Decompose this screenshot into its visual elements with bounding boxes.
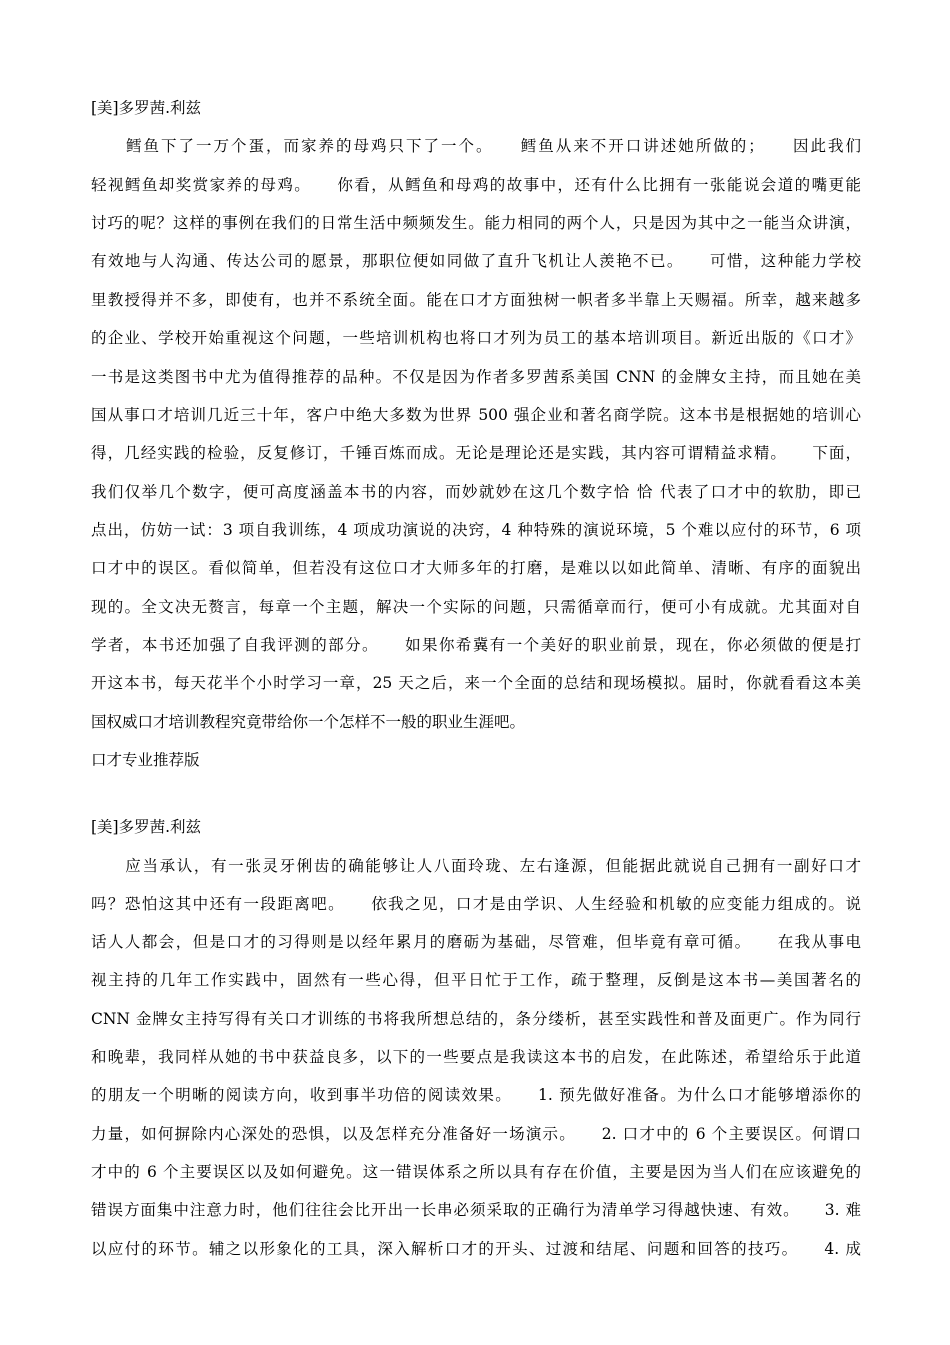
section1-author: [美]多罗茜.利兹 [91,99,202,117]
paragraph-line: 才中的 6 个主要误区以及如何避免。这一错误体系之所以具有存在价值，主要是因为当人们在应该避免的 [91,1163,861,1181]
paragraph-line: 视主持的几年工作实践中，固然有一些心得，但平日忙于工作，疏于整理，反倒是这本书—美国著名的 [91,971,861,989]
paragraph-line: 里教授得并不多，即使有，也并不系统全面。能在口才方面独树一帜者多半靠上天赐福。所幸，越来越多 [91,291,861,309]
paragraph-line: 鳕鱼下了一万个蛋，而家养的母鸡只下了一个。 鳕鱼从来不开口讲述她所做的； 因此我们 [91,137,861,155]
paragraph-line: 我们仅举几个数字，便可高度涵盖本书的内容，而妙就妙在这几个数字恰 恰 代表了口才中的软肋，即已 [91,483,861,501]
paragraph-line: 开这本书，每天花半个小时学习一章，25 天之后，来一个全面的总结和现场模拟。届时，你就看看这本美 [91,674,861,692]
paragraph-line: 和晚辈，我同样从她的书中获益良多，以下的一些要点是我读这本书的启发，在此陈述，希望给乐于此道 [91,1048,861,1066]
paragraph-line: 学者，本书还加强了自我评测的部分。 如果你希冀有一个美好的职业前景，现在，你必须做的便是打 [91,636,861,654]
section1-footer: 口才专业推荐版 [91,751,200,769]
paragraph-line: 讨巧的呢？这样的事例在我们的日常生活中频频发生。能力相同的两个人，只是因为其中之一能当众讲演， [91,214,861,232]
paragraph-line: 错误方面集中注意力时，他们往往会比开出一长串必须采取的正确行为清单学习得越快速、有效。 3. 难 [91,1201,861,1219]
paragraph-line: 国从事口才培训几近三十年，客户中绝大多数为世界 500 强企业和著名商学院。这本书是根据她的培训心 [91,406,861,424]
paragraph-line: 得，几经实践的检验，反复修订，千锤百炼而成。无论是理论还是实践，其内容可谓精益求精。 下面， [91,444,861,462]
paragraph-line: 口才中的误区。看似简单，但若没有这位口才大师多年的打磨，是难以以如此简单、清晰、有序的面貌出 [91,559,861,577]
paragraph-line: CNN 金牌女主持写得有关口才训练的书将我所想总结的，条分缕析，甚至实践性和普及面更广。作为同行 [91,1010,861,1028]
paragraph-line: 一书是这类图书中尤为值得推荐的品种。不仅是因为作者多罗茜系美国 CNN 的金牌女主持，而且她在美 [91,368,861,386]
paragraph-line: 力量，如何摒除内心深处的恐惧，以及怎样充分准备好一场演示。 2. 口才中的 6 个主要误区。何谓口 [91,1125,861,1143]
paragraph-line: 点出，仿妨一试：3 项自我训练，4 项成功演说的决窍，4 种特殊的演说环境，5 个难以应付的环节，6 项 [91,521,861,539]
paragraph-line: 有效地与人沟通、传达公司的愿景，那职位便如同做了直升飞机让人羡艳不已。 可惜，这种能力学校 [91,252,861,270]
paragraph-line: 吗？恐怕这其中还有一段距离吧。 依我之见，口才是由学识、人生经验和机敏的应变能力组成的。说 [91,895,861,913]
paragraph-line: 现的。全文决无赘言，每章一个主题，解决一个实际的问题，只需循章而行，便可小有成就。尤其面对自 [91,598,861,616]
paragraph-line: 国权威口才培训教程究竟带给你一个怎样不一般的职业生涯吧。 [91,713,526,731]
paragraph-line: 话人人都会，但是口才的习得则是以经年累月的磨砺为基础，尽管难，但毕竟有章可循。 在我从事电 [91,933,861,951]
paragraph-line: 的企业、学校开始重视这个问题，一些培训机构也将口才列为员工的基本培训项目。新近出版的《口才》 [91,329,861,347]
paragraph-line: 以应付的环节。辅之以形象化的工具，深入解析口才的开头、过渡和结尾、问题和回答的技巧。 4. 成 [91,1240,861,1258]
paragraph-line: 的朋友一个明晰的阅读方向，收到事半功倍的阅读效果。 1. 预先做好准备。为什么口才能够增添你的 [91,1086,861,1104]
paragraph-line: 轻视鳕鱼却奖赏家养的母鸡。 你看，从鳕鱼和母鸡的故事中，还有什么比拥有一张能说会道的嘴更能 [91,176,861,194]
section2-author: [美]多罗茜.利兹 [91,818,202,836]
paragraph-line: 应当承认，有一张灵牙俐齿的确能够让人八面玲珑、左右逢源，但能据此就说自己拥有一副好口才 [91,857,861,875]
